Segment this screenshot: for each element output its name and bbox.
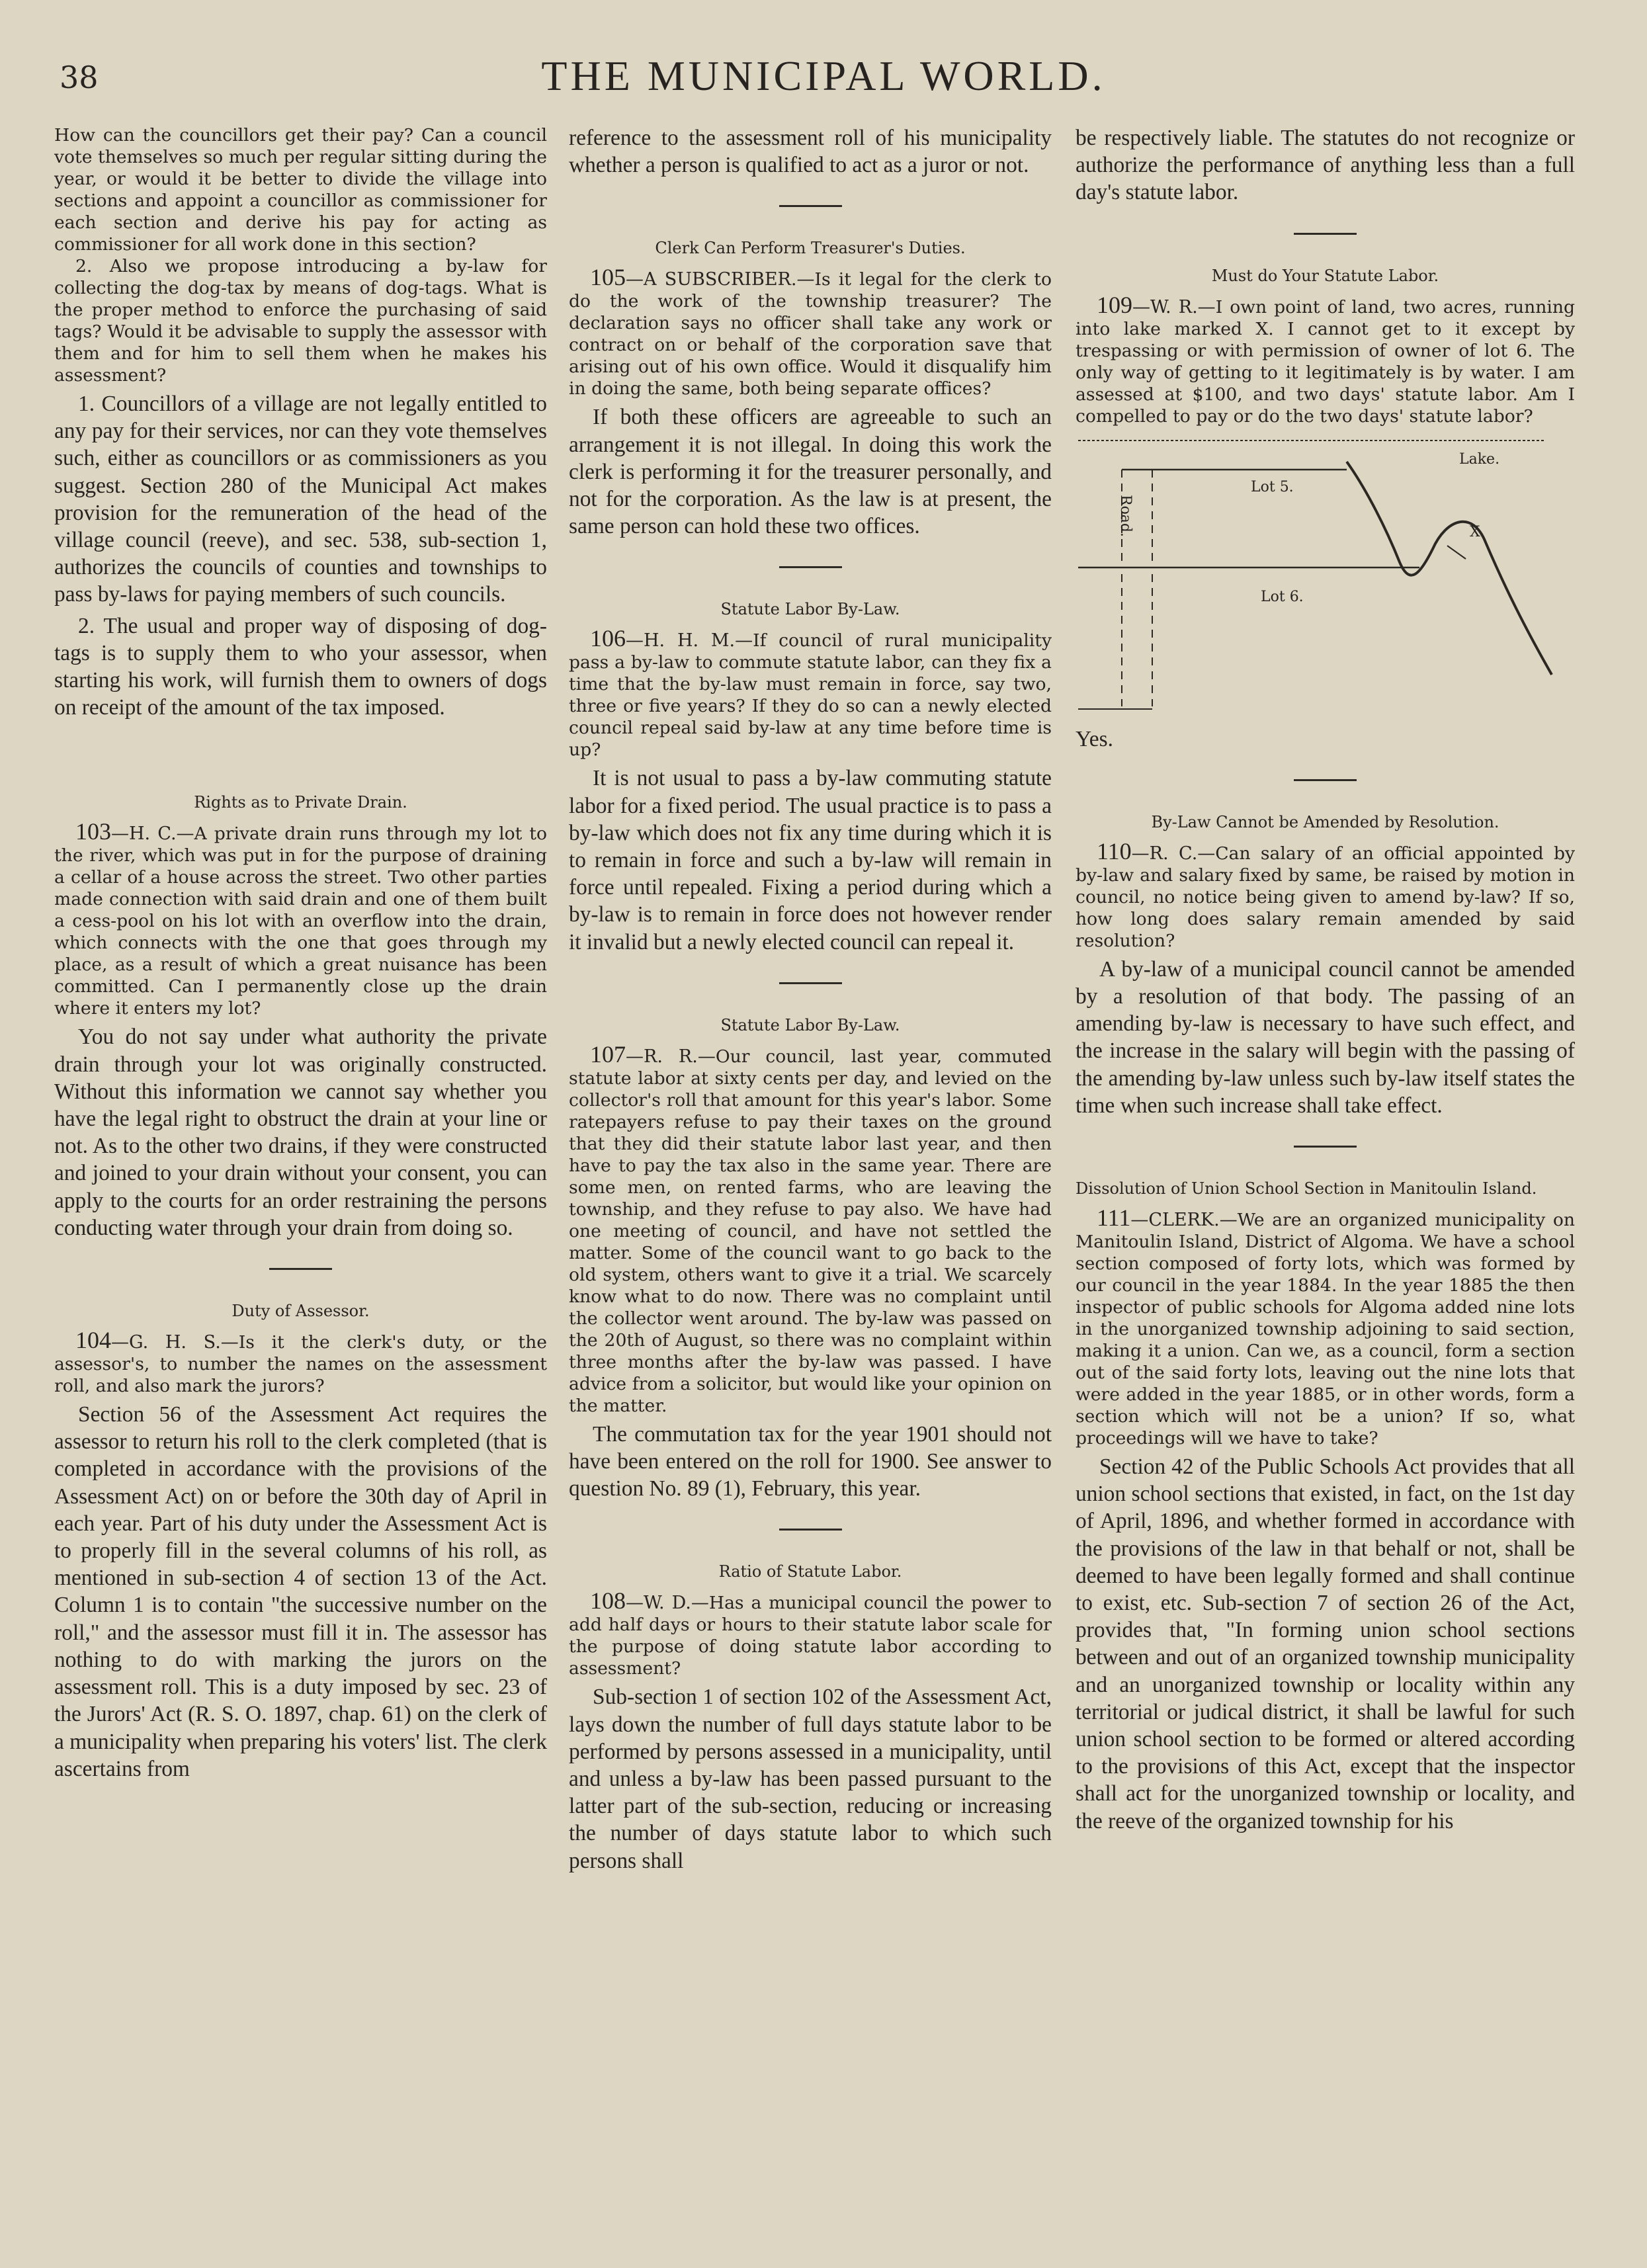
- question-intro-2: 2. Also we propose introducing a by-law for collecting the dog-tax by means of dog-tags. What is the proper method to enforce the purchasing of said tags? Would it be advisable to supply the assessor with them and for him to sell them when he makes his assessment?: [54, 256, 547, 386]
- number-111: 111: [1097, 1204, 1131, 1232]
- section-divider: [269, 1268, 332, 1270]
- question-108: [569, 1587, 1052, 1679]
- answer-107: The commutation tax for the year 1901 should not have been entered on the roll for 1900. See answer to question No. 89 (1), February, this year.: [569, 1421, 1052, 1501]
- question-111-text: We are an organized municipality on Manitoulin Island, District of Algoma. We have a school section composed of forty lots, which was formed by our council in the year 1884. In the year 1885 the then inspector of public schools for Algoma added nine lots in the unorganized township adjoining to said section, making it a union. Can we, as a council, form a section out of the said forty lots, leaving out the nine lots that were added in the year 1885, or in other words, form a section which will not be a union? If so, what proceedings will we have to take?: [1076, 1210, 1575, 1449]
- number-108: 108: [590, 1587, 626, 1615]
- signature-107: —R. R.—: [626, 1046, 716, 1067]
- signature-103: —H. C.—: [111, 823, 194, 845]
- heading-107: Statute Labor By-Law.: [720, 1015, 900, 1034]
- number-104: 104: [75, 1327, 111, 1354]
- signature-105: —A SUBSCRIBER.—: [626, 269, 815, 290]
- heading-111: Dissolution of Union School Section in Manitoulin Island.: [1076, 1179, 1537, 1198]
- column-3: [1076, 124, 1575, 1835]
- answer-1: 1. Councillors of a village are not legally entitled to any pay for their services, nor can they vote themselves such, either as councillors or as commissioners as you suggest. Section 280 of the Municipal Act makes provision for the remuneration of the head of the village council (reeve), and sec. 538, sub-section 1, authorizes the councils of counties and townships to pass by-laws for paying members of such councils.: [54, 392, 547, 607]
- number-107: 107: [590, 1040, 626, 1068]
- question-103: [54, 818, 547, 1019]
- page-number: 38: [60, 60, 99, 95]
- heading-109: Must do Your Statute Labor.: [1211, 266, 1439, 285]
- answer-111: Section 42 of the Public Schools Act provides that all union school sections that existed, in fact, on the 1st day of April, 1896, and whether formed in accordance with the provisions of the law in that behalf or not, shall be deemed to have been legally formed and shall continue to exist, etc. Sub-section 7 of section 26 of the Act, provides that, "In forming union school sections between and out of an organized township municipality and an unorganized township or locality within any territorial or judical district, it shall be lawful for such union school section to be formed or altered according to the provisions of this Act, except that the inspector shall act for the unorganized township or locality, and the reeve of the organized township for his: [1076, 1454, 1575, 1833]
- question-104-text: Is it the clerk's duty, or the assessor's, to number the names on the assessment roll, and also mark the jurors?: [54, 1332, 547, 1397]
- number-106: 106: [590, 625, 626, 652]
- question-107-text: Our council, last year, commuted statute labor at sixty cents per day, and levied on the collector's roll that amount for this year's labor. Some ratepayers refuse to pay their taxes on the ground that they did their statute labor last year, and then have to pay the tax also in the same year. There are some men, on rented farms, who are leaving the township, and they refuse to pay also. We have had one meeting of council, and have not settled the matter. Some of the council want to go back to the old system, others want to give it a trial. We scarcely know what to do now. There was no complaint until the collector went around. The by-law was passed on the 20th of August, so there was no complaint within three months after the by-law was passed. I have advice from a solicitor, but would like your opinion on the matter.: [569, 1046, 1052, 1416]
- section-divider: [779, 205, 842, 207]
- lot-5-label: Lot 5.: [1251, 478, 1294, 495]
- signature-104: —G. H. S.—: [111, 1332, 239, 1353]
- column-2: [569, 124, 1052, 1874]
- masthead: THE MUNICIPAL WORLD.: [541, 52, 1106, 99]
- heading-106: Statute Labor By-Law.: [720, 600, 900, 619]
- section-divider: [779, 1529, 842, 1531]
- question-110: [1076, 837, 1575, 952]
- lot-map-diagram: [1076, 437, 1568, 744]
- section-divider: [1294, 779, 1357, 781]
- question-104: [54, 1329, 547, 1397]
- section-divider: [1294, 1146, 1357, 1148]
- heading-108: Ratio of Statute Labor.: [718, 1562, 902, 1581]
- heading-103: Rights as to Private Drain.: [194, 793, 407, 812]
- column-1: [54, 124, 547, 1783]
- number-103: 103: [75, 818, 111, 845]
- signature-109: —W. R.—: [1132, 296, 1216, 317]
- answer-103: You do not say under what authority the private drain through your lot was originally constructed. Without this information we cannot say whether you have the legal right to obstruct the drain at your line or not. As to the other two drains, if they were constructed and joined to your drain without your consent, you can apply to the courts for an order restraining the persons conducting water through your drain from doing so.: [54, 1025, 547, 1240]
- number-110: 110: [1097, 837, 1132, 864]
- lot-map-lines: [1076, 437, 1568, 744]
- number-109: 109: [1097, 291, 1132, 318]
- question-109: [1076, 291, 1575, 427]
- question-110-text: Can salary of an official appointed by by-law and salary fixed by same, be raised by motion in council, no notice being given to amend by-law? If so, how long does salary remain amended by said resolution?: [1076, 843, 1575, 951]
- answer-108: Sub-section 1 of section 102 of the Assessment Act, lays down the number of full days statute labor to be performed by persons assessed in a municipality, until and unless a by-law has been passed pursuant to the latter part of the sub-section, reducing or increasing the number of days statute labor to which such persons shall: [569, 1685, 1052, 1873]
- question-107: [569, 1040, 1052, 1417]
- heading-110: By-Law Cannot be Amended by Resolution.: [1151, 812, 1499, 831]
- question-108-text: Has a municipal council the power to add half days or hours to their statute labor scale for the purpose of doing statute labor according to assessment?: [569, 1593, 1052, 1679]
- lake-label: Lake.: [1459, 450, 1500, 468]
- question-intro: How can the councillors get their pay? Can a council vote themselves so much per regular sitting during the year, or would it be better to divide the village into sections and appoint a councillor as commissioner for each section and derive his pay for acting as commissioner for all work done in this section?: [54, 125, 547, 255]
- question-105-text: Is it legal for the clerk to do the work of the township treasurer? The declaration says no officer shall take any work or contract on or behalf of the corporation save that arising out of his own office. Would it disqualify him in doing the same, both being separate offices?: [569, 269, 1052, 399]
- road-label: Road.: [1117, 494, 1134, 537]
- answer-110: A by-law of a municipal council cannot be amended by a resolution of that body. The passing of an amending by-law is necessary to have such effect, and the increase in the salary will begin with the passing of the amending by-law unless such by-law itself states the time when such increase shall take effect.: [1076, 956, 1575, 1118]
- signature-106: —H. H. M.—: [626, 630, 753, 651]
- question-103-text: A private drain runs through my lot to the river, which was put in for the purpose of draining a cellar of a house across the street. Two other parties made connection with said drain and one of them built a cess-pool on his lot with an overflow into the drain, which connects with the one that goes through my place, as a result of which a great nuisance has been committed. Can I permanently close up the drain where it enters my lot?: [54, 823, 547, 1019]
- question-105: [569, 264, 1052, 399]
- section-divider: [779, 566, 842, 568]
- heading-105: Clerk Can Perform Treasurer's Duties.: [655, 239, 966, 258]
- answer-2: 2. The usual and proper way of disposing of dog-tags is to supply them to who your assessor, when starting his work, will furnish them to owners of dogs on receipt of the amount of the tax imposed.: [54, 613, 547, 720]
- answer-106: It is not usual to pass a by-law commuting statute labor for a fixed period. The usual practice is to pass a by-law which does not fix any time during which it is to remain in force and such a by-law will remain in force until repealed. Fixing a period during which a by-law is to remain in force does not however render it invalid but a newly elected council can repeal it.: [569, 766, 1052, 954]
- answer-108-continued: be respectively liable. The statutes do not recognize or authorize the performance of anything less than a full day's statute labor.: [1076, 126, 1575, 205]
- section-divider: [1294, 233, 1357, 235]
- question-111: [1076, 1204, 1575, 1449]
- answer-104: Section 56 of the Assessment Act requires the assessor to return his roll to the clerk completed (that is completed in accordance with the provisions of the Assessment Act) on or before the 30th day of April in each year. Part of his duty under the Assessment Act is to properly fill in the several columns of his roll, as mentioned in sub-section 4 of section 13 of the Act. Column 1 is to contain "the successive number on the roll," and the assessor must fill it in. The assessor has nothing to do with marking the jurors on the assessment roll. This is a duty imposed by sec. 23 of the Jurors' Act (R. S. O. 1897, chap. 61) on the clerk of a municipality when preparing his voters' list. The clerk ascertains from: [54, 1402, 547, 1781]
- answer-105: If both these officers are agreeable to such an arrangement it is not illegal. In doing this work the clerk is performing it for the treasurer personally, and not for the corporation. As the law is at present, the same person can hold these two offices.: [569, 405, 1052, 539]
- signature-108: —W. D.—: [626, 1593, 709, 1614]
- section-divider: [779, 982, 842, 984]
- question-106-text: If council of rural municipality pass a by-law to commute statute labor, can they fix a time that the by-law must remain in force, say two, three or five years? If they do so can a newly elected council repeal said by-law at any time before time is up?: [569, 630, 1052, 761]
- question-106: [569, 625, 1052, 761]
- lot-6-label: Lot 6.: [1261, 588, 1304, 605]
- signature-111: —CLERK.—: [1130, 1210, 1238, 1231]
- question-109-text: I own point of land, two acres, running into lake marked X. I cannot get to it except by trespassing or with permission of owner of lot 6. The only way of getting to it legitimately is by water. I am assessed at $100, and two days' statute labor. Am I compelled to pay or do the two days' statute labor?: [1076, 296, 1575, 427]
- number-105: 105: [590, 264, 626, 291]
- heading-104: Duty of Assessor.: [232, 1302, 370, 1321]
- point-x-label: X: [1470, 523, 1480, 540]
- signature-110: —R. C.—: [1131, 843, 1216, 864]
- answer-109: Yes.: [1076, 726, 1113, 751]
- answer-104-continued: reference to the assessment roll of his municipality whether a person is qualified to act as a juror or not.: [569, 126, 1052, 178]
